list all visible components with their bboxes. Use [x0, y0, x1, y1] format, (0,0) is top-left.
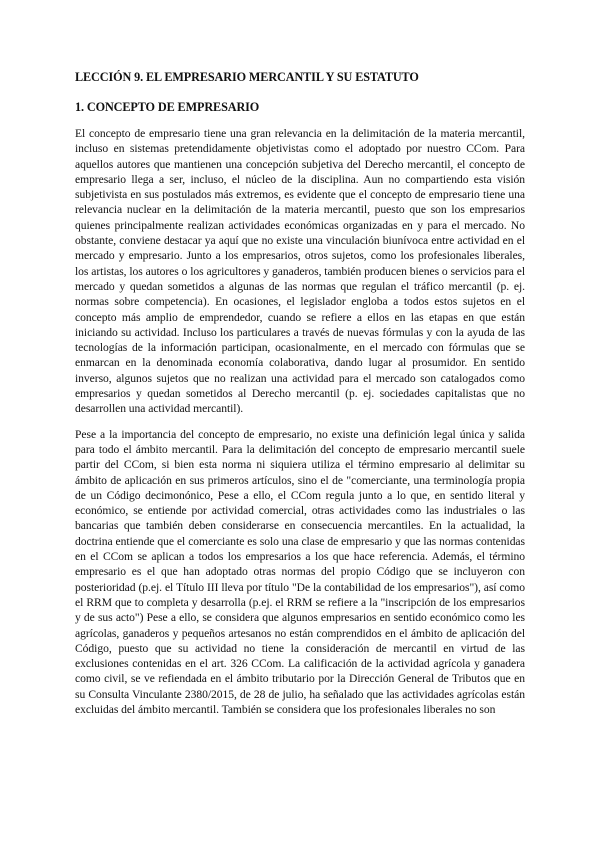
lesson-title: LECCIÓN 9. EL EMPRESARIO MERCANTIL Y SU ESTATUTO — [75, 70, 419, 84]
section-title: 1. CONCEPTO DE EMPRESARIO — [75, 100, 260, 114]
document-content — [75, 70, 525, 717]
body-paragraph-2: Pese a la importancia del concepto de empresario, no existe una definición legal única y salida para todo el ámbito mercantil. Para la delimitación del concepto de empresario mercantil suele partir del CCom, si bien esta norma ni siquiera utiliza el término empresario al delimitar su ámbito de aplicación en sus primeros artículos, sino el de "comerciante, una terminología propia de un Código decimonónico, Pese a ello, el CCom regula junto a lo que, en sentido literal y económico, se entiende por actividad comercial, otras actividades como las industriales o las bancarias que también deben considerarse en consecuencia mercantiles. En la actualidad, la doctrina entiende que el comerciante es solo una clase de empresario y que las normas contenidas en el CCom se aplican a todos los empresarios a los que hace referencia. Además, el término empresario es el que han adoptado otras normas del propio Código que se incluyeron con posterioridad (p.ej. el Título III lleva por título "De la contabilidad de los empresarios"), así como el RRM que to completa y desarrolla (p.ej. el RRM se refiere a la "inscripción de los empresarios y de sus acto") Pese a ello, se considera que algunos empresarios en sentido económico como les agrícolas, ganaderos y pequeños artesanos no están comprendidos en el ámbito de aplicación del Código, puesto que su actividad no tiene la consideración de mercantil en virtud de las exclusiones contenidas en el art. 326 CCom. La calificación de la actividad agrícola y ganadera como civil, se ve refiendada en el ámbito tributario por la Dirección General de Tributos que en su Consulta Vinculante 2380/2015, de 28 de julio, ha señalado que las actividades agrícolas están excluidas del ámbito mercantil. También se considera que los profesionales liberales no son — [75, 427, 525, 716]
body-paragraph-1: El concepto de empresario tiene una gran relevancia en la delimitación de la materia mercantil, incluso en sistemas pretendidamente objetivistas como el adoptado por nuestro CCom. Para aquellos autores que mantienen una concepción subjetiva del Derecho mercantil, el concepto de empresario llega a ser, incluso, el núcleo de la disciplina. Aun no compartiendo esta visión subjetivista en sus postulados más extremos, es evidente que el concepto de empresario tiene una relevancia nuclear en la delimitación de la materia mercantil, puesto que son los empresarios quienes principalmente realizan actividades económicas organizadas en y para el mercado. No obstante, conviene destacar ya aquí que no existe una vinculación biunívoca entre actividad en el mercado y empresario. Junto a los empresarios, otros sujetos, como los profesionales liberales, los artistas, los autores o los agricultores y ganaderos, también producen bienes o servicios para el mercado y quedan sometidos a algunas de las normas que regulan el tráfico mercantil (p. ej. normas sobre competencia). En ocasiones, el legislador engloba a todos estos sujetos en el concepto más amplio de emprendedor, cuando se refiere a ellos en las etapas en que están iniciando su actividad. Incluso los particulares a través de nuevas fórmulas y con la ayuda de las tecnologías de la información participan, ocasionalmente, en el mercado con fórmulas que se enmarcan en la denominada economía colaborativa, dando lugar al prosumidor. En sentido inverso, algunos sujetos que no realizan una actividad para el mercado son catalogados como empresarios y quedan sometidos al Derecho mercantil (p. ej. sociedades capitalistas que no desarrollen una actividad mercantil). — [75, 127, 525, 416]
